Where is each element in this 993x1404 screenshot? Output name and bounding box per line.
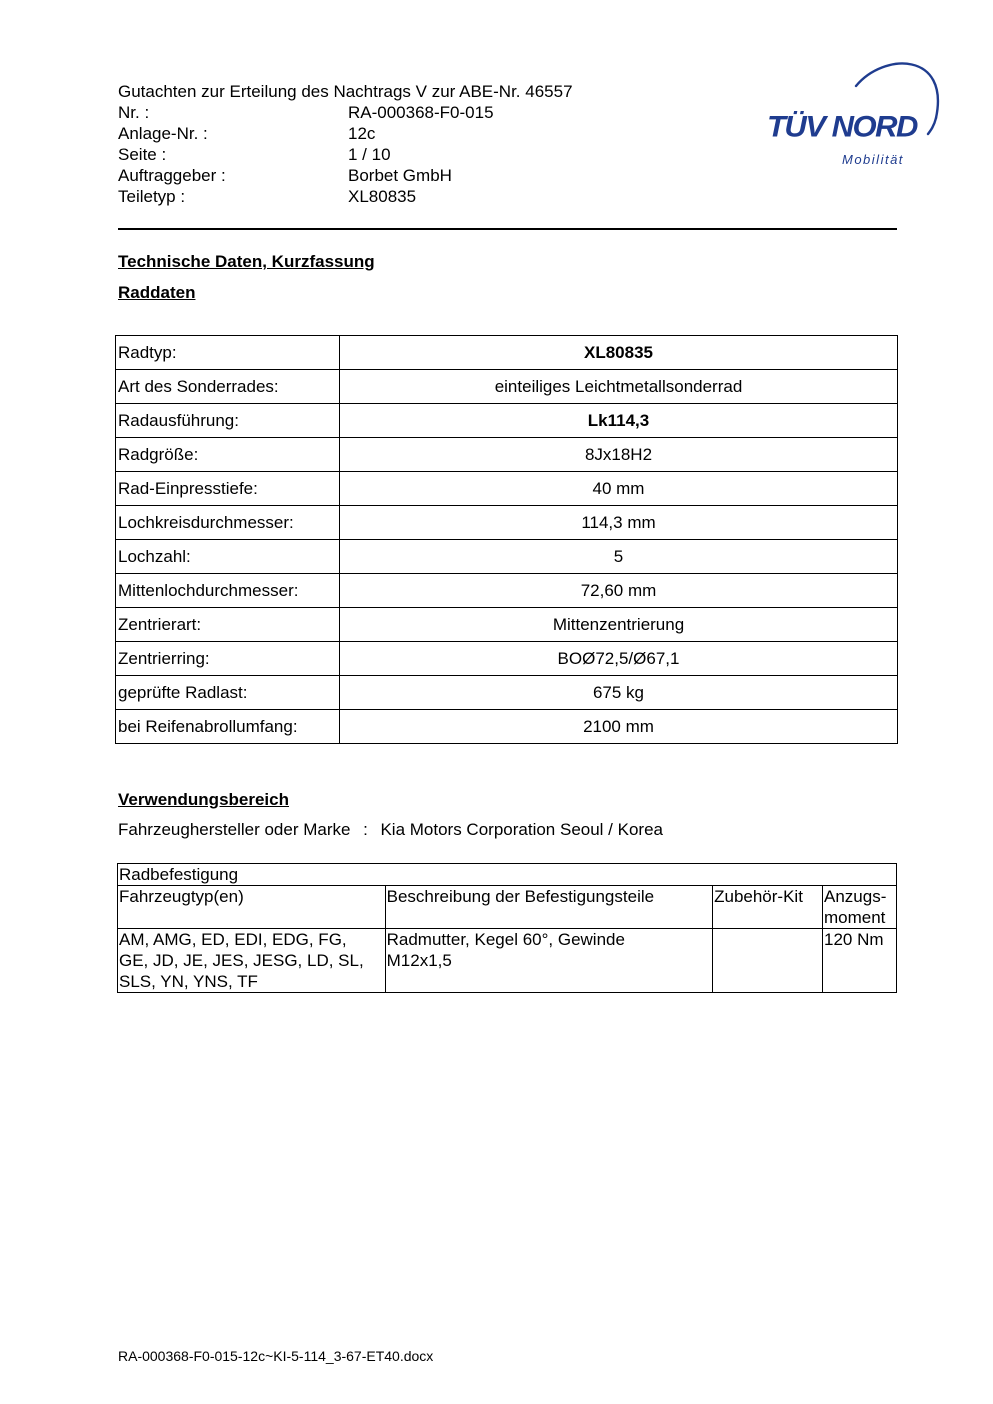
wheel-property-label: Lochzahl: bbox=[116, 540, 340, 574]
wheel-property-value: 5 bbox=[340, 540, 898, 574]
header-meta-list bbox=[118, 102, 738, 207]
meta-value: 1 / 10 bbox=[348, 145, 391, 164]
meta-value: XL80835 bbox=[348, 187, 417, 206]
wheel-property-value: 72,60 mm bbox=[340, 574, 898, 608]
table-row bbox=[116, 336, 898, 370]
wheel-property-label: Zentrierring: bbox=[116, 642, 340, 676]
meta-value: RA-000368-F0-015 bbox=[348, 103, 494, 122]
column-header-fixing-description: Beschreibung der Befestigungsteile bbox=[385, 886, 712, 929]
meta-key: Seite : bbox=[118, 145, 167, 164]
manufacturer-value: Kia Motors Corporation Seoul / Korea bbox=[380, 820, 663, 839]
table-row bbox=[116, 506, 898, 540]
wheel-property-label: geprüfte Radlast: bbox=[116, 676, 340, 710]
wheel-fixing-table bbox=[117, 863, 897, 993]
meta-key: Nr. : bbox=[118, 103, 150, 122]
wheel-data-heading: Raddaten bbox=[118, 283, 196, 302]
wheel-property-label: Mittenlochdurchmesser: bbox=[116, 574, 340, 608]
wheel-property-label: bei Reifenabrollumfang: bbox=[116, 710, 340, 744]
wheel-property-label: Lochkreisdurchmesser: bbox=[116, 506, 340, 540]
column-header-accessory-kit: Zubehör-Kit bbox=[713, 886, 823, 929]
document-header bbox=[118, 81, 738, 207]
column-header-torque: Anzugs- moment bbox=[823, 886, 897, 929]
accessory-kit-cell bbox=[713, 929, 823, 993]
wheel-property-value: 2100 mm bbox=[340, 710, 898, 744]
manufacturer-separator: : bbox=[363, 820, 368, 839]
wheel-property-label: Radausführung: bbox=[116, 404, 340, 438]
manufacturer-line bbox=[118, 820, 663, 840]
header-meta-row bbox=[118, 144, 738, 165]
meta-value: 12c bbox=[348, 124, 376, 143]
table-row bbox=[116, 472, 898, 506]
wheel-property-label: Radtyp: bbox=[116, 336, 340, 370]
table-row bbox=[116, 540, 898, 574]
wheel-property-value: BOØ72,5/Ø67,1 bbox=[340, 642, 898, 676]
usage-heading: Verwendungsbereich bbox=[118, 790, 289, 809]
fixing-table-title: Radbefestigung bbox=[118, 864, 897, 886]
table-row bbox=[116, 676, 898, 710]
meta-key: Teiletyp : bbox=[118, 187, 186, 206]
meta-key: Auftraggeber : bbox=[118, 166, 226, 185]
torque-cell: 120 Nm bbox=[823, 929, 897, 993]
logo-subtitle: Mobilität bbox=[842, 152, 904, 167]
manufacturer-label: Fahrzeughersteller oder Marke bbox=[118, 820, 351, 839]
wheel-property-label: Zentrierart: bbox=[116, 608, 340, 642]
table-row bbox=[116, 370, 898, 404]
header-meta-row bbox=[118, 123, 738, 144]
header-meta-row bbox=[118, 102, 738, 123]
wheel-property-value: 114,3 mm bbox=[340, 506, 898, 540]
fixing-description-cell: Radmutter, Kegel 60°, Gewinde M12x1,5 bbox=[385, 929, 712, 993]
vehicle-types-cell: AM, AMG, ED, EDI, EDG, FG, GE, JD, JE, JES, JESG, LD, SL, SLS, YN, YNS, TF bbox=[118, 929, 386, 993]
meta-value: Borbet GmbH bbox=[348, 166, 452, 185]
report-title: Gutachten zur Erteilung des Nachtrags V zur ABE-Nr. 46557 bbox=[118, 82, 573, 101]
column-header-vehicle-types: Fahrzeugtyp(en) bbox=[118, 886, 386, 929]
section-title: Technische Daten, Kurzfassung bbox=[118, 252, 375, 271]
table-row bbox=[118, 929, 897, 993]
footer-filename: RA-000368-F0-015-12c~KI-5-114_3-67-ET40.docx bbox=[118, 1348, 434, 1364]
wheel-data-table bbox=[115, 335, 898, 744]
fixing-header-row bbox=[118, 886, 897, 929]
header-divider bbox=[118, 228, 897, 230]
table-row bbox=[116, 608, 898, 642]
wheel-property-value: einteiliges Leichtmetallsonderrad bbox=[340, 370, 898, 404]
meta-key: Anlage-Nr. : bbox=[118, 124, 208, 143]
wheel-property-value: 40 mm bbox=[340, 472, 898, 506]
wheel-property-label: Rad-Einpresstiefe: bbox=[116, 472, 340, 506]
wheel-property-value: XL80835 bbox=[340, 336, 898, 370]
wheel-property-label: Radgröße: bbox=[116, 438, 340, 472]
table-row bbox=[116, 710, 898, 744]
table-row bbox=[116, 642, 898, 676]
table-row bbox=[116, 574, 898, 608]
header-meta-row bbox=[118, 186, 738, 207]
wheel-property-value: Lk114,3 bbox=[340, 404, 898, 438]
wheel-property-label: Art des Sonderrades: bbox=[116, 370, 340, 404]
header-meta-row bbox=[118, 165, 738, 186]
fixing-title-row bbox=[118, 864, 897, 886]
table-row bbox=[116, 404, 898, 438]
wheel-property-value: 675 kg bbox=[340, 676, 898, 710]
wheel-property-value: 8Jx18H2 bbox=[340, 438, 898, 472]
table-row bbox=[116, 438, 898, 472]
logo-wordmark: TÜV NORD bbox=[767, 109, 917, 144]
wheel-property-value: Mittenzentrierung bbox=[340, 608, 898, 642]
tuev-nord-logo bbox=[764, 56, 944, 176]
